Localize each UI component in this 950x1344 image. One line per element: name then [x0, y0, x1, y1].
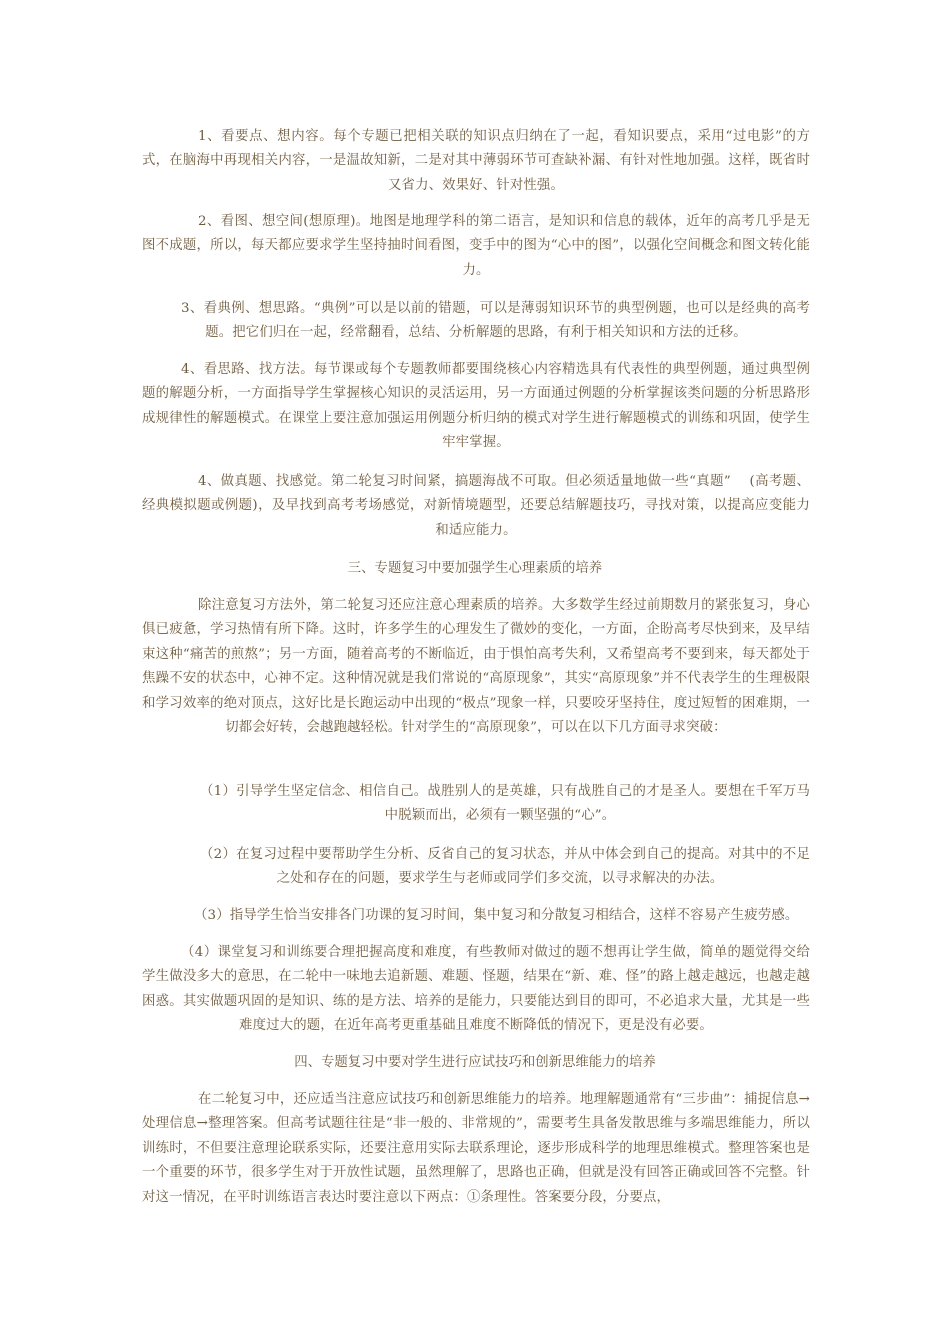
- paragraph-look-examples: 3、看典例、想思路。“典例”可以是以前的错题，可以是薄弱知识环节的典型例题，也可以是经典的高考题。把它们归在一起，经常翻看，总结、分析解题的思路，有利于相关知识和方法的迁移。: [181, 301, 810, 341]
- section4-intro: 在二轮复习中，还应适当注意应试技巧和创新思维能力的培养。地理解题通常有“三步曲”：捕捉信息→处理信息→整理答案。但高考试题往往是“非一般的、非常规的”，需要考生具备发散思维与多端思维能力，所以训练时，不但要注意理论联系实际，还要注意用实际去联系理论，逐步形成科学的地理思维模式。整理答案也是一个重要的环节，很多学生对于开放性试题，虽然理解了，思路也正确，但就是没有回答正确或回答不完整。针对这一情况，在平时训练语言表达时要注意以下两点：①条理性。答案要分段，分要点，: [142, 1092, 810, 1205]
- section3-intro: 除注意复习方法外，第二轮复习还应注意心理素质的培养。大多数学生经过前期数月的紧张复习，身心俱已疲惫，学习热情有所下降。这时，许多学生的心理发生了微妙的变化，一方面，企盼高考尽快到来，及早结束这种“痛苦的煎熬”；另一方面，随着高考的不断临近，由于惧怕高考失利，又希望高考不要到来，每天都处于焦躁不安的状态中，心神不定。这种情况就是我们常说的“高原现象”，其实“高原现象”并不代表学生的生理极限和学习效率的绝对顶点，这好比是长跑运动中出现的“极点”现象一样，只要咬牙坚持住，度过短暂的困难期，一切都会好转，会越跑越轻松。针对学生的“高原现象”，可以在以下几方面寻求突破：: [142, 598, 810, 736]
- section3-item-2: （2）在复习过程中要帮助学生分析、反省自己的复习状态，并从中体会到自己的提高。对其中的不足之处和存在的问题，要求学生与老师或同学们多交流，以寻求解决的办法。: [200, 847, 810, 887]
- section3-item-4: （4）课堂复习和训练要合理把握高度和难度，有些教师对做过的题不想再让学生做，简单的题觉得交给学生做没多大的意思，在二轮中一味地去追新题、难题、怪题，结果在“新、难、怪”的路上越走越远，也越走越困惑。其实做题巩固的是知识、练的是方法、培养的是能力，只要能达到目的即可，不必追求大量，尤其是一些难度过大的题，在近年高考更重基础且难度不断降低的情况下，更是没有必要。: [142, 945, 810, 1034]
- section3-item-1: （1）引导学生坚定信念、相信自己。战胜别人的是英雄，只有战胜自己的才是圣人。要想在千军万马中脱颖而出，必须有一颗坚强的“心”。: [200, 784, 810, 824]
- section-heading-3: 三、专题复习中要加强学生心理素质的培养: [347, 561, 603, 576]
- paragraph-look-maps: 2、看图、想空间(想原理)。地图是地理学科的第二语言，是知识和信息的载体，近年的高考几乎是无图不成题，所以，每天都应要求学生坚持抽时间看图，变手中的图为“心中的图”，以强化空间概念和图文转化能力。: [142, 214, 810, 278]
- section3-item-3: （3）指导学生恰当安排各门功课的复习时间，集中复习和分散复习相结合，这样不容易产生疲劳感。: [194, 908, 799, 923]
- paragraph-do-real-questions: 4、做真题、找感觉。第二轮复习时间紧，搞题海战不可取。但必须适量地做一些“真题” (高考题、经典模拟题或例题)，及早找到高考考场感觉，对新情境题型，还要总结解题技巧，寻找对策，以提高应变能力和适应能力。: [142, 474, 810, 538]
- section-heading-4: 四、专题复习中要对学生进行应试技巧和创新思维能力的培养: [294, 1055, 656, 1070]
- paragraph-look-methods: 4、看思路、找方法。每节课或每个专题教师都要围绕核心内容精选具有代表性的典型例题，通过典型例题的解题分析，一方面指导学生掌握核心知识的灵活运用，另一方面通过例题的分析掌握该类问题的分析思路形成规律性的解题模式。在课堂上要注意加强运用例题分析归纳的模式对学生进行解题模式的训练和巩固，使学生牢牢掌握。: [142, 362, 810, 451]
- paragraph-look-key-points: 1、看要点、想内容。每个专题已把相关联的知识点归纳在了一起，看知识要点，采用“过电影”的方式，在脑海中再现相关内容，一是温故知新，二是对其中薄弱环节可查缺补漏、有针对性地加强。这样，既省时又省力、效果好、针对性强。: [142, 129, 810, 193]
